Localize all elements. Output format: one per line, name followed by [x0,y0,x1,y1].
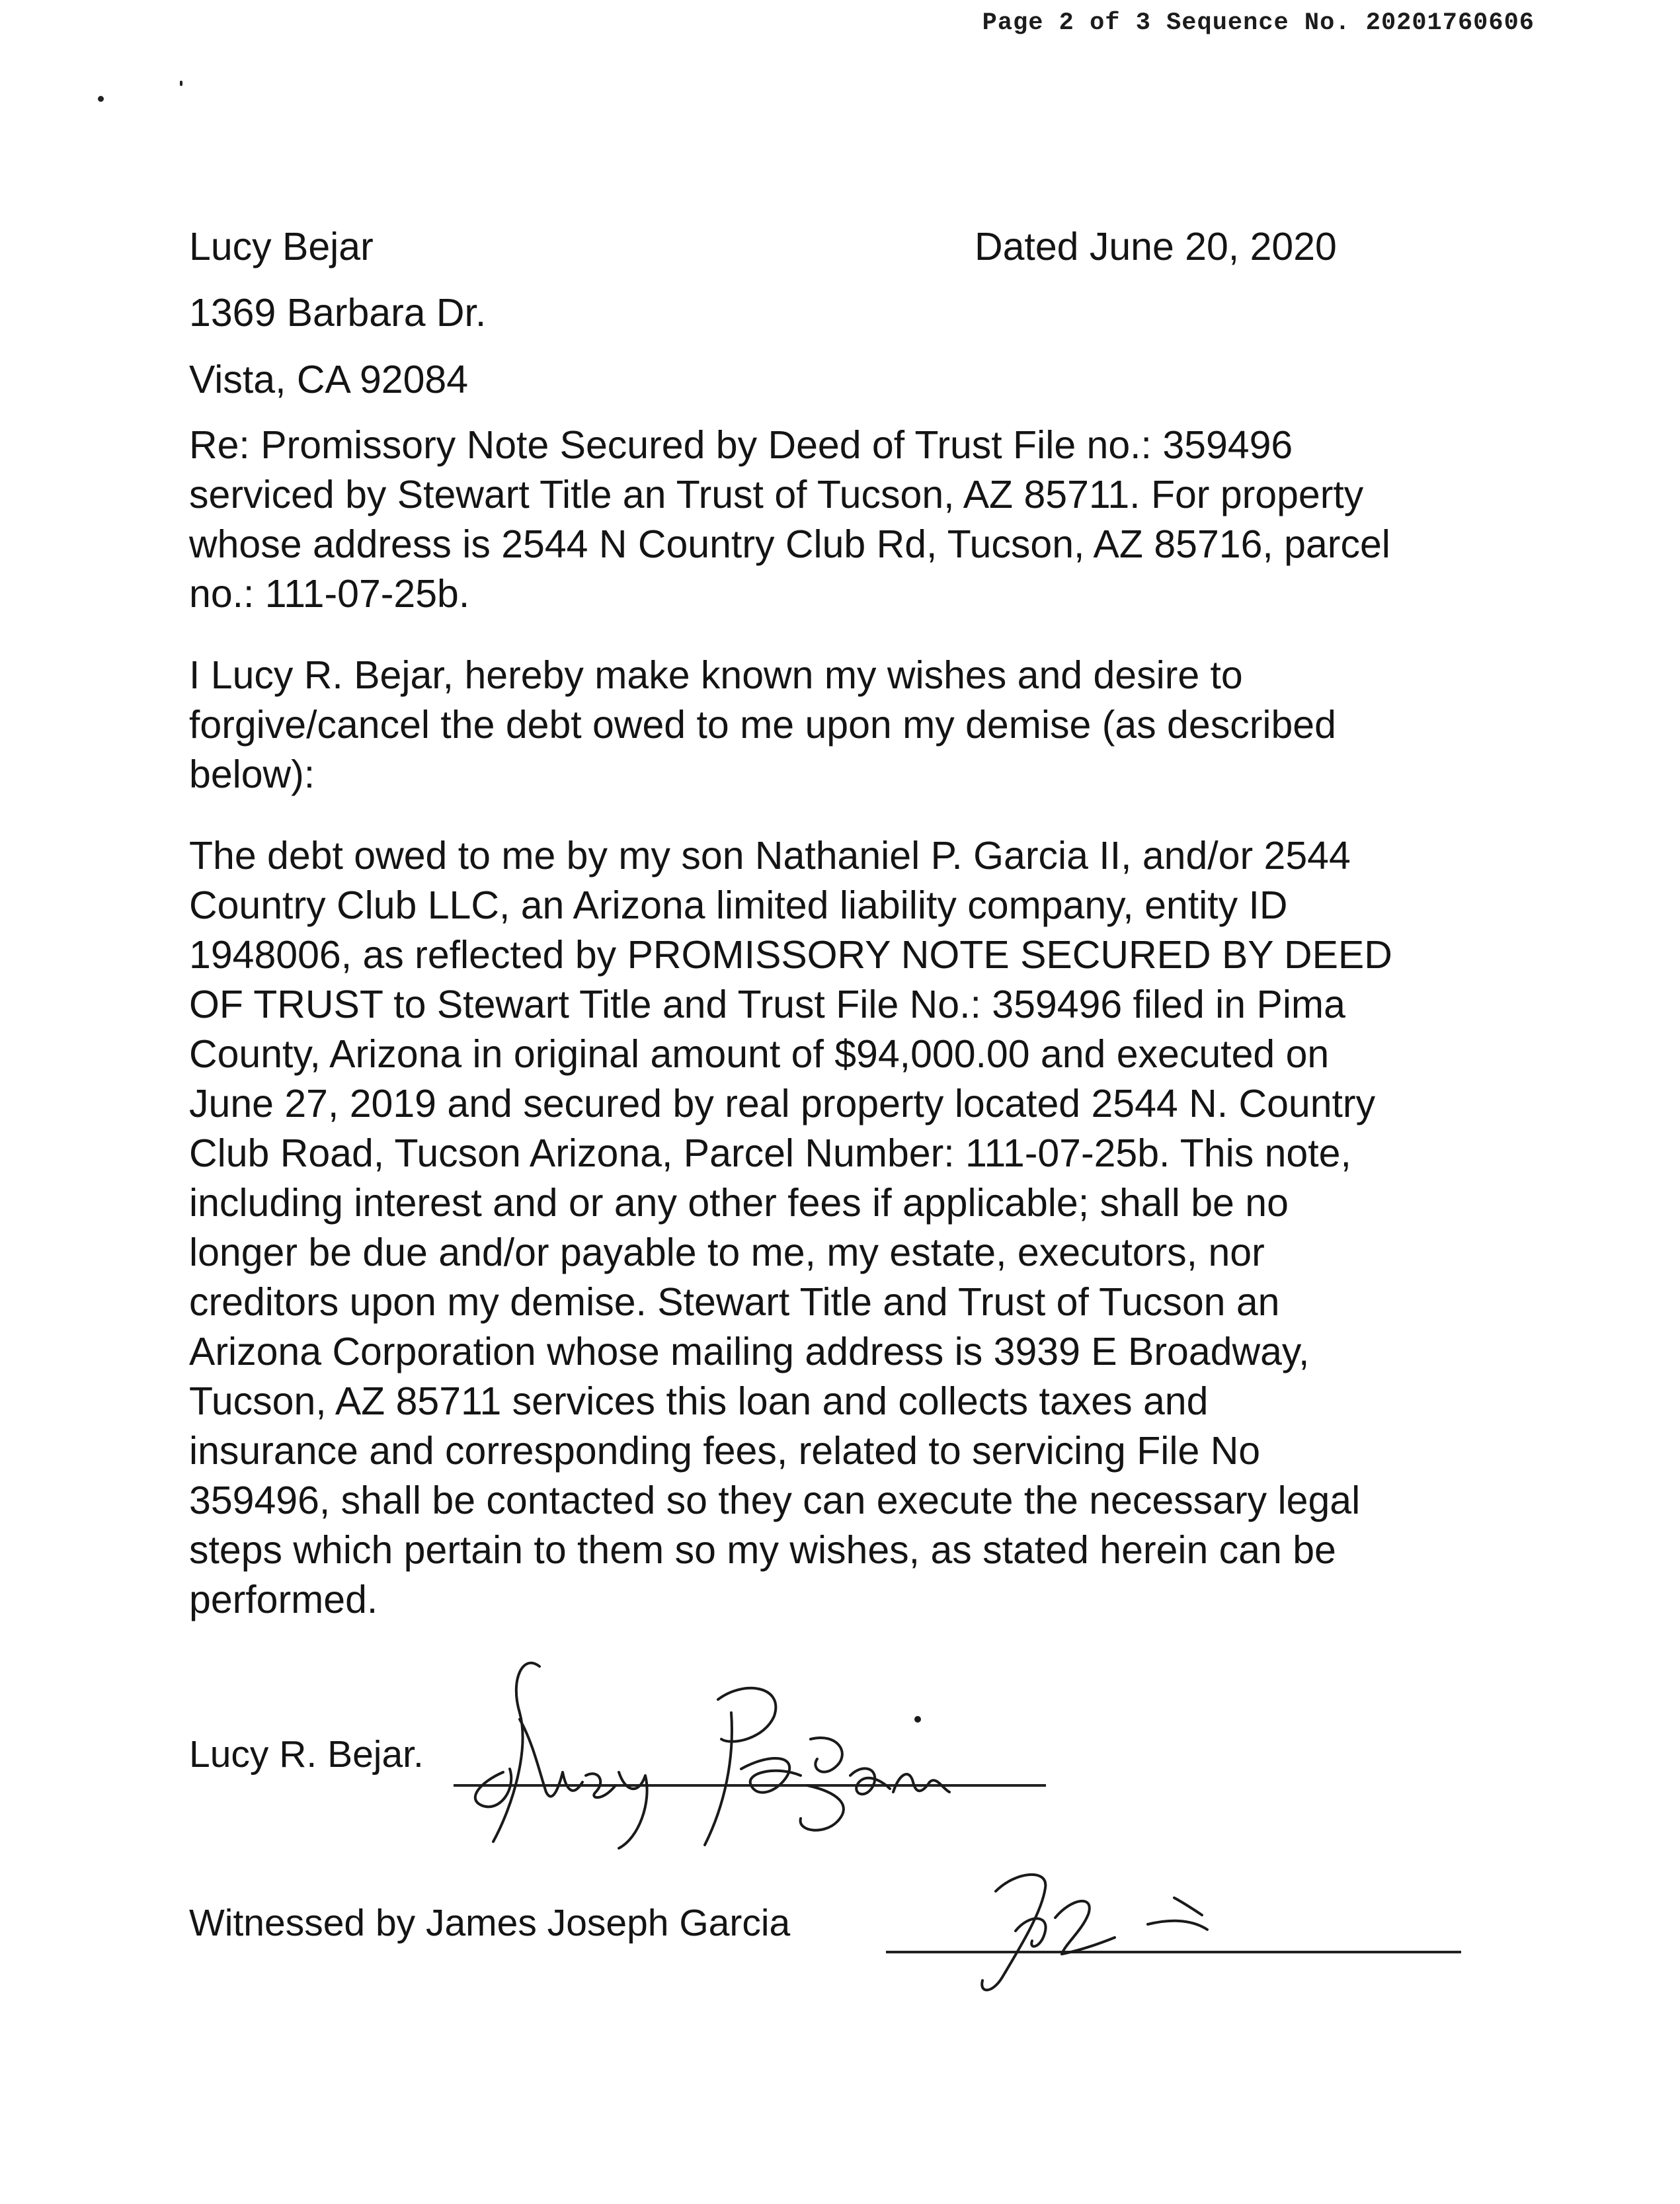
main-paragraph: The debt owed to me by my son Nathaniel P. Garcia II, and/or 2544 Country Club LLC, an Arizona limited liability company, entity ID 1948006, as reflected by PROMISSORY NOTE SECURED BY DEED OF TRUST to Stewart Title and Trust File No.: 359496 filed in Pima County, Arizona in original amount of $94,000.00 and executed on June 27, 2019 and secured by real property located 2544 N. Country Club Road, Tucson Arizona, Parcel Number: 111-07-25b. This note, including interest and or any other fees if applicable; shall be no longer be due and/or payable to me, my estate, executors, nor creditors upon my demise. Stewart Title and Trust of Tucson an Arizona Corporation whose mailing address is 3939 E Broadway, Tucson, AZ 85711 services this loan and collects taxes and insurance and corresponding fees, related to servicing File No 359496, shall be contacted so they can execute the necessary legal steps which pertain to them so my wishes, as stated herein can be performed. [189,834,1392,1621]
scan-speck [98,96,104,102]
signer-label: Lucy R. Bejar. [189,1733,424,1775]
witness-block [189,1858,1511,1990]
letter-heading [189,222,1485,288]
signature-block [189,1699,1445,1845]
sender-city: Vista, CA 92084 [189,358,469,401]
letter-date: Dated June 20, 2020 [975,225,1337,268]
scan-speck [180,81,182,86]
page-sequence-header: Page 2 of 3 Sequence No. 20201760606 [982,9,1535,37]
intro-paragraph: I Lucy R. Bejar, hereby make known my wishes and desire to forgive/cancel the debt owed to me upon my demise (as described below): [189,653,1336,796]
re-paragraph: Re: Promissory Note Secured by Deed of Trust File no.: 359496 serviced by Stewart Title an Trust of Tucson, AZ 85711. For property whose address is 2544 N Country Club Rd, Tucson, AZ 85716, parcel no.: 111-07-25b. [189,423,1390,616]
sender-name: Lucy Bejar [189,225,374,268]
letter-body [189,222,1485,1656]
handwritten-signature-witness [956,1852,1419,2004]
witness-label: Witnessed by James Joseph Garcia [189,1902,791,1944]
sender-street: 1369 Barbara Dr. [189,291,487,335]
handwritten-signature-lucy [440,1640,1101,1858]
